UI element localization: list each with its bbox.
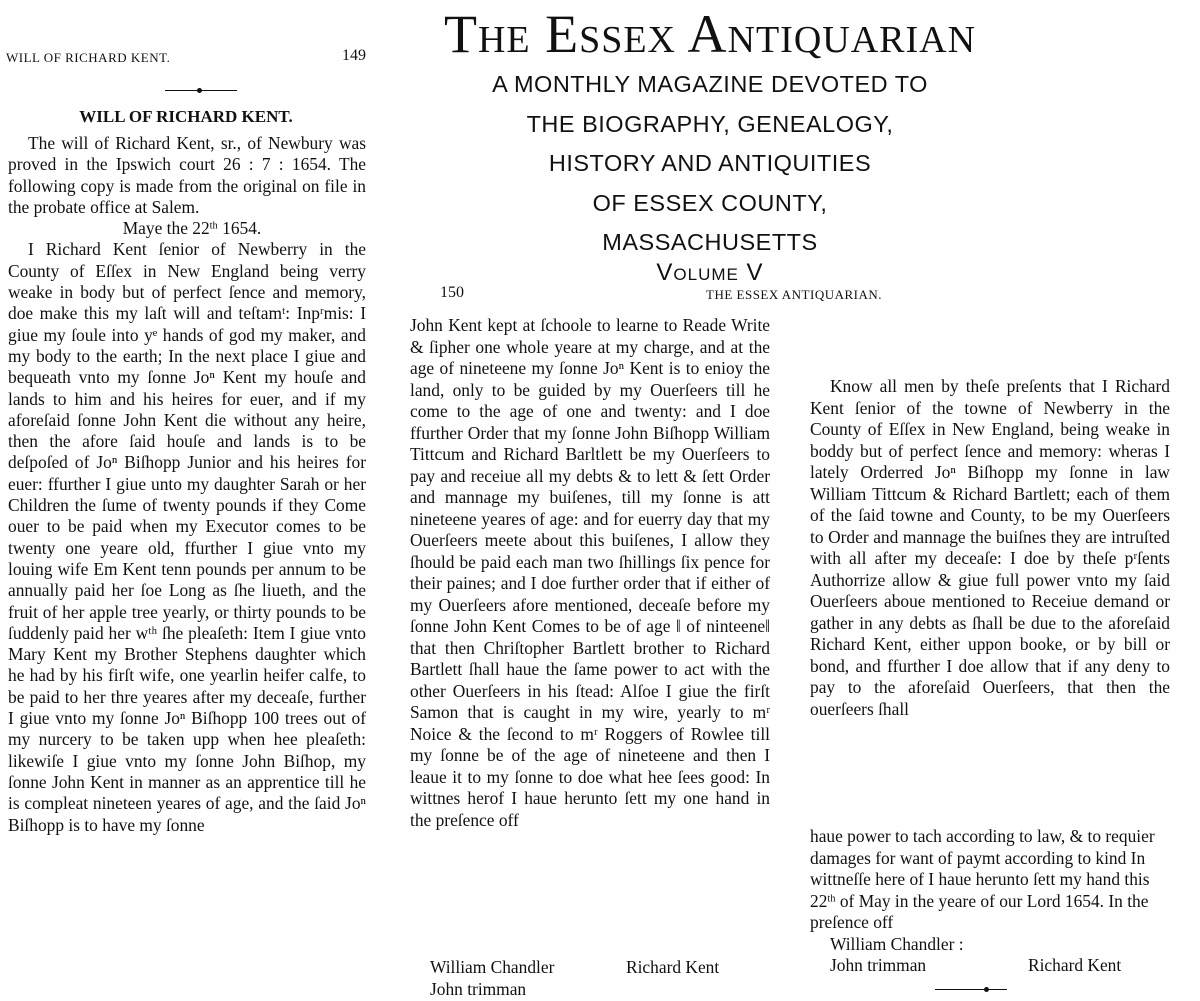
magazine-title: The Essex Antiquarian [443, 4, 977, 64]
codicil-paragraph: Know all men by theſe preſents that I Richard Kent ſenior of the towne of Newberry in the County of Eſſex in New England, being weake in boddy but of perfect ſence and memory: wheras I lately Orderred Joⁿ Biſhopp my ſonne in law William Tittcum & Richard Bartlett; each of them of the ſaid towne and County, to be my Ouerſeers to Order and mannage the buiſnes they are intruſted with all after my deceaſe: I doe by theſe pʳſents Authorrize allow & giue full power vnto my ſaid Ouerſeers aboue mentioned to Receiue demand or gather in any debts as ſhall be due to the aforeſaid Richard Kent, either uppon booke, or by bill or bond, and ffurther I doe allow that if any deny to pay to the aforeſaid Ouerſeers, that then the ouerſeers ſhall [810, 376, 1170, 719]
subtitle-line-5: MASSACHUSETTS [602, 229, 818, 255]
codicil-closing-paragraph [810, 826, 1170, 934]
middle-column-text [410, 315, 770, 831]
witness-signature-1: William Chandler [430, 957, 555, 977]
subtitle-line-4: OF ESSEX COUNTY, [592, 189, 828, 216]
subtitle-line-1: A MONTHLY MAGAZINE DEVOTED TO [492, 71, 928, 97]
will-continuation-paragraph: John Kent kept at ſchoole to learne to Reade Write & ſipher one whole yeare at my charge, and at the age of nineteene my ſonne Joⁿ Kent is to enioy the land, only to be guided by my Ouerſeers till he come to the age of one and twenty: and I doe ffurther Order that my ſonne John Biſhopp William Tittcum and Richard Barltlett be my Ouerſeers to pay and receiue all my debts & to lett & ſett Order and mannage my buiſenes, till my ſonne is att nineteene yeares of age: and for euerry day that my Ouerſeers meete about this buiſenes, I allow they ſhould be paid each man two ſhillings ſix pence for their paines; and I doe further order that if either of my Ouerſeers afore mentioned, deceaſe before my ſonne John Kent Comes to be of age ‖ of ninteene‖ that then Chriſtopher Bartlett brother to Richard Bartlett ſhall haue the ſame power to act with the other Ouerſeers in his ſtead: Alſoe I giue the firſt Samon that is caught in my wire, yearly to mʳ Noice & the ſecond to mʳ Roggers of Rowlee till my ſonne be of the age of nineteene and then I leaue it to my ſonne to doe what hee ſees good: In wittnes herof I haue herunto ſett my one hand in the preſence off [410, 315, 770, 830]
witness-signature-2: John trimman [430, 978, 527, 999]
will-body-paragraph: I Richard Kent ſenior of Newberry in the County of Eſſex in New England being verry weake in body but of perfect ſence and memory, doe make this my laſt will and teſtamᵗ: Inpʳmis: I giue my ſoule into yᵉ hands of god my maker, and my body to the earth; In the next place I giue and bequeath vnto my ſonne Joⁿ Kent my houſe and lands to him and his heires for euer, and if my aforeſaid ſonne John Kent die without any heire, then the afore ſaid houſe and lands is to be deſpoſed of Joⁿ Biſhopp Junior and his heires for euer: ffurther I giue unto my daughter Sarah or her Children the ſume of twenty pounds if they Come ouer to be paid when my Executor comes to be twenty one yeare old, ffurther I giue vnto my louing wife Em Kent tenn pounds per annum to be annually paid her ſoe Long as ſhe liueth, and the fruit of her apple tree yearly, or thirty pounds to be ſuddenly paid her wᵗʰ ſhe pleaſeth: Item I giue vnto Mary Kent my Brother Stephens daughter which he had by his firſt wife, one yearlin heifer calfe, to be paid to her thre yeares after my deceaſe, further I giue vnto my ſonne Joⁿ Biſhopp 100 trees out of my nurcery to be taken upp when hee pleaſeth: likewiſe I giue vnto my ſonne John Biſhop, my ſonne John Kent in manner as an apprentice till he is compleat nineteen yeares of age, and the ſaid Joⁿ Biſhopp is to have my ſonne [8, 239, 366, 835]
left-column-text [8, 133, 366, 836]
will-date-line [8, 218, 366, 239]
codicil-witness-1: William Chandler : [830, 933, 964, 954]
middle-column-signatures [410, 957, 770, 1000]
section-rule-right [935, 989, 1007, 990]
codicil-testator-signature: Richard Kent [1028, 955, 1122, 975]
testator-signature: Richard Kent [626, 957, 720, 977]
running-head-left-text: WILL OF RICHARD KENT. [6, 50, 171, 65]
page-number-left: 149 [342, 47, 366, 64]
article-heading: WILL OF RICHARD KENT. [79, 107, 293, 126]
date-line-sup: th [209, 220, 218, 232]
signature-row-2 [410, 979, 770, 1001]
codicil-closing-sup: th [827, 892, 836, 904]
codicil-signature-row-2 [810, 955, 1170, 977]
date-line-pre: Maye the 22 [122, 218, 210, 239]
running-head-right: THE ESSEX ANTIQUARIAN. [706, 287, 883, 302]
subtitle-line-2: THE BIOGRAPHY, GENEALOGY, [526, 110, 894, 137]
right-column-text-bottom [810, 826, 1170, 977]
signature-row-1 [410, 957, 770, 979]
page-number-right: 150 [440, 284, 464, 301]
right-column-text-top [810, 376, 1170, 720]
codicil-closing-pre: haue power to tach according to law, & to requier damages for want of paymt according to kind In wittneſſe here of I haue herunto ſett my hand this 22 [810, 826, 1155, 911]
masthead [380, 0, 1040, 289]
section-rule-left [165, 90, 237, 91]
volume-line: Volume V [656, 258, 764, 286]
running-head-left [6, 47, 366, 66]
codicil-signature-row-1 [810, 934, 1170, 956]
codicil-witness-2: John trimman [830, 955, 927, 975]
codicil-closing-post: of May in the yeare of our Lord 1654. In the preſence off [810, 890, 1149, 932]
subtitle-line-3: HISTORY AND ANTIQUITIES [548, 150, 872, 176]
date-line-post: 1654. [217, 218, 262, 239]
intro-paragraph: The will of Richard Kent, sr., of Newbury was proved in the Ipswich court 26 : 7 : 1654. The following copy is made from the original on file in the probate office at Salem. [8, 133, 366, 217]
